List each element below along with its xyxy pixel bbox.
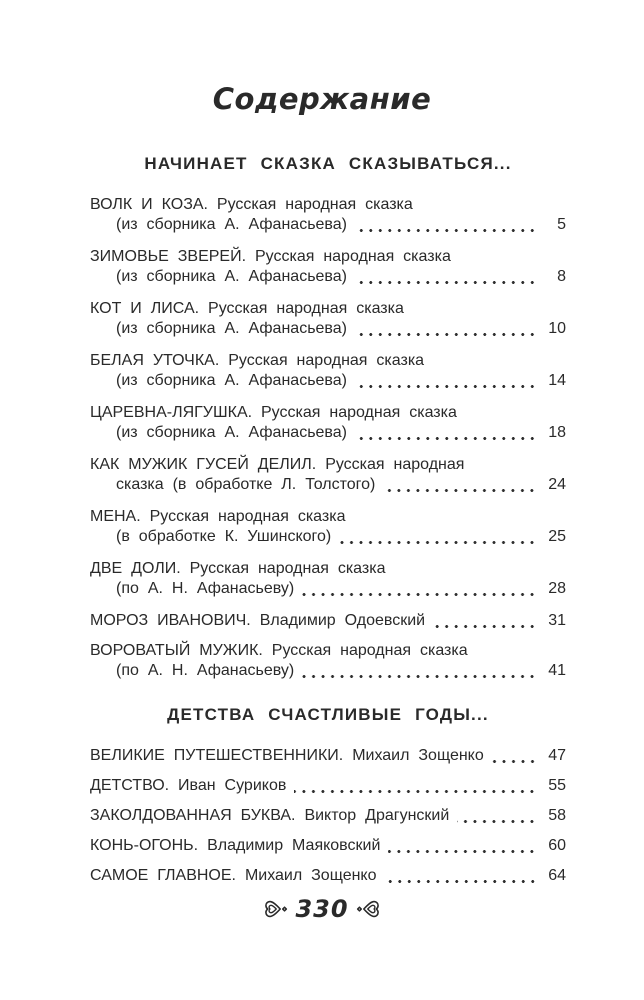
- entry-leader-text: (в обработке К. Ушинского): [116, 528, 332, 545]
- entry-leader-row: [90, 267, 566, 287]
- entry-leader-text: (из сборника А. Афанасьева): [116, 372, 347, 389]
- entry-page-number: 58: [548, 807, 566, 824]
- toc-list: [0, 154, 644, 886]
- entry-leader-text: ДЕТСТВО. Иван Суриков: [90, 777, 287, 794]
- entry-leader-row: [90, 215, 566, 235]
- entry-leader-text: (по А. Н. Афанасьеву): [116, 580, 295, 597]
- entry-page-number: 28: [548, 580, 566, 597]
- heart-ornament-right-icon: [354, 898, 382, 920]
- toc-entry: [90, 641, 566, 681]
- entry-leader-row: [90, 319, 566, 339]
- dot-leader: [380, 836, 544, 856]
- heart-ornament-left-icon: [262, 898, 290, 920]
- page-footer: [0, 896, 644, 922]
- toc-section: [90, 154, 566, 681]
- section-heading: ДЕТСТВА СЧАСТЛИВЫЕ ГОДЫ...: [167, 705, 489, 724]
- toc-entry: [90, 746, 566, 766]
- entry-leader-row: [90, 579, 566, 599]
- entry-leader-row: [90, 371, 566, 391]
- section-heading: НАЧИНАЕТ СКАЗКА СКАЗЫВАТЬСЯ...: [144, 154, 512, 173]
- entry-leader-text: (из сборника А. Афанасьева): [116, 268, 347, 285]
- toc-entry: [90, 351, 566, 391]
- dot-leader: [286, 776, 544, 796]
- entry-leader-text: ВЕЛИКИЕ ПУТЕШЕСТВЕННИКИ. Михаил Зощенко: [90, 747, 484, 764]
- entry-page-number: 55: [548, 777, 566, 794]
- entry-leader-text: МОРОЗ ИВАНОВИЧ. Владимир Одоевский: [90, 612, 426, 629]
- entry-leader-row: [90, 423, 566, 443]
- entry-leader-row: [90, 475, 566, 495]
- entry-leader-text: (из сборника А. Афанасьева): [116, 424, 347, 441]
- entry-page-number: 47: [548, 747, 566, 764]
- dot-leader: [375, 475, 544, 495]
- dot-leader: [377, 866, 545, 886]
- toc-section: [90, 705, 566, 886]
- entry-leader-text: (из сборника А. Афанасьева): [116, 320, 347, 337]
- page-title: Содержание: [212, 82, 432, 116]
- entry-page-number: 25: [548, 528, 566, 545]
- entry-page-number: 10: [548, 320, 566, 337]
- dot-leader: [331, 527, 544, 547]
- toc-entry: [90, 455, 566, 495]
- entry-leader-row: [90, 746, 566, 766]
- entry-leader-row: [90, 836, 566, 856]
- entry-page-number: 18: [548, 424, 566, 441]
- toc-entry: [90, 195, 566, 235]
- entry-title: ЦАРЕВНА-ЛЯГУШКА. Русская народная сказка: [90, 404, 457, 421]
- entry-page-number: 41: [548, 662, 566, 679]
- dot-leader: [449, 806, 544, 826]
- toc-entry: [90, 836, 566, 856]
- section-entries: [90, 746, 566, 886]
- dot-leader: [347, 423, 544, 443]
- entry-title: МЕНА. Русская народная сказка: [90, 508, 346, 525]
- entry-title: КАК МУЖИК ГУСЕЙ ДЕЛИЛ. Русская народная: [90, 456, 465, 473]
- entry-page-number: 64: [548, 867, 566, 884]
- dot-leader: [347, 215, 544, 235]
- entry-leader-text: КОНЬ-ОГОНЬ. Владимир Маяковский: [90, 837, 381, 854]
- toc-entry: [90, 776, 566, 796]
- toc-entry: [90, 611, 566, 631]
- entry-title: ВОРОВАТЫЙ МУЖИК. Русская народная сказка: [90, 642, 468, 659]
- toc-entry: [90, 806, 566, 826]
- entry-page-number: 60: [548, 837, 566, 854]
- dot-leader: [294, 579, 544, 599]
- dot-leader: [294, 661, 544, 681]
- entry-leader-row: [90, 661, 566, 681]
- toc-entry: [90, 507, 566, 547]
- entry-leader-text: САМОЕ ГЛАВНОЕ. Михаил Зощенко: [90, 867, 377, 884]
- entry-page-number: 14: [548, 372, 566, 389]
- folio-page-number: 330: [295, 895, 349, 923]
- section-entries: [90, 195, 566, 681]
- entry-leader-row: [90, 866, 566, 886]
- entry-leader-row: [90, 611, 566, 631]
- dot-leader: [347, 267, 544, 287]
- entry-page-number: 31: [548, 612, 566, 629]
- entry-leader-text: ЗАКОЛДОВАННАЯ БУКВА. Виктор Драгунский: [90, 807, 450, 824]
- entry-title: БЕЛАЯ УТОЧКА. Русская народная сказка: [90, 352, 425, 369]
- entry-page-number: 24: [548, 476, 566, 493]
- entry-title: ВОЛК И КОЗА. Русская народная сказка: [90, 196, 413, 213]
- entry-leader-row: [90, 527, 566, 547]
- toc-entry: [90, 247, 566, 287]
- entry-title: КОТ И ЛИСА. Русская народная сказка: [90, 300, 404, 317]
- entry-leader-text: (по А. Н. Афанасьеву): [116, 662, 295, 679]
- entry-page-number: 8: [557, 268, 566, 285]
- entry-leader-row: [90, 806, 566, 826]
- toc-entry: [90, 866, 566, 886]
- dot-leader: [484, 746, 544, 766]
- entry-leader-text: сказка (в обработке Л. Толстого): [116, 476, 376, 493]
- toc-entry: [90, 299, 566, 339]
- entry-page-number: 5: [557, 216, 566, 233]
- entry-title: ЗИМОВЬЕ ЗВЕРЕЙ. Русская народная сказка: [90, 248, 451, 265]
- entry-leader-row: [90, 776, 566, 796]
- entry-title: ДВЕ ДОЛИ. Русская народная сказка: [90, 560, 386, 577]
- toc-entry: [90, 559, 566, 599]
- dot-leader: [347, 371, 544, 391]
- entry-leader-text: (из сборника А. Афанасьева): [116, 216, 347, 233]
- dot-leader: [347, 319, 544, 339]
- dot-leader: [425, 611, 544, 631]
- toc-entry: [90, 403, 566, 443]
